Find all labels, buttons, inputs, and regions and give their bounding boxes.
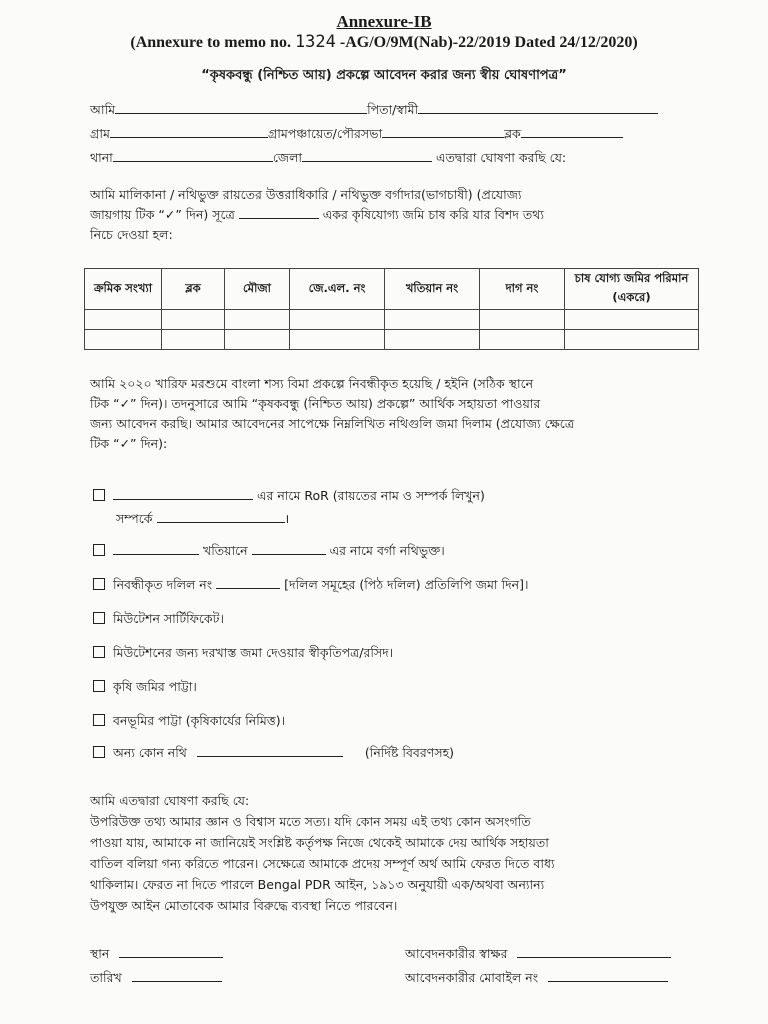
- name-field[interactable]: [115, 102, 367, 114]
- land-details-table: [84, 268, 699, 350]
- doc-item-khatian: [93, 543, 445, 563]
- block-label: ব্লক: [504, 126, 521, 141]
- insurance-line-2: টিক “✓” দিন)। তদনুসারে আমি “কৃষকবন্ধু (নিশ্চিত আয়) প্রকল্পে” আর্থিক সহায়তা পাওয়ার: [90, 396, 541, 411]
- doc-item-deed: [93, 577, 528, 597]
- table-row: [85, 330, 699, 350]
- table-cell[interactable]: [162, 310, 225, 330]
- guardian-label: পিতা/স্বামী: [367, 102, 419, 117]
- table-cell[interactable]: [225, 330, 290, 350]
- memo-number: 1324: [294, 32, 336, 52]
- ror-relation-field[interactable]: [157, 511, 285, 523]
- guardian-field[interactable]: [418, 102, 658, 114]
- village-label: গ্রাম: [90, 126, 110, 141]
- insurance-line-1: আমি ২০২০ খারিফ মরশুমে বাংলা শস্য বিমা প্রকল্পে নিবন্ধীকৃত হয়েছি / হইনি (সঠিক স্থানে: [90, 376, 534, 391]
- doc-item-ror-relation: সম্পর্কে ।: [116, 511, 290, 526]
- ror-name-field[interactable]: [113, 488, 253, 500]
- declaration-line-4: থাকিলাম। ফেরত না দিতে পারলে Bengal PDR আইন, ১৯১৩ অনুযায়ী এক/অথবা অন্যান্য: [90, 877, 545, 892]
- place-row: [90, 946, 223, 966]
- table-cell[interactable]: [480, 330, 565, 350]
- table-header-row: [85, 269, 699, 310]
- mobile-label: আবেদনকারীর মোবাইল নং: [405, 970, 539, 985]
- col-cultivable-area: চাষ যোগ্য জমির পরিমান (একরে): [565, 269, 699, 310]
- land-statement-line-2: [90, 205, 702, 225]
- doc-item-ror: [93, 488, 485, 508]
- doc-item-mutation-receipt: [93, 645, 393, 665]
- deed-note: [দলিল সমূহের (পিঠ দলিল) প্রতিলিপি জমা দিন]।: [284, 577, 529, 592]
- block-field[interactable]: [521, 126, 623, 138]
- col-serial: ক্রমিক সংখ্যা: [85, 269, 162, 310]
- ror-text: এর নামে RoR (রায়তের নাম ও সম্পর্ক লিখুন): [256, 488, 485, 503]
- identity-line-3: [90, 150, 566, 170]
- declare-text: এতদ্বারা ঘোষণা করছি যে:: [436, 150, 567, 165]
- forest-patta-checkbox[interactable]: [93, 714, 105, 726]
- ror-checkbox[interactable]: [93, 489, 105, 501]
- district-field[interactable]: [302, 150, 432, 162]
- village-field[interactable]: [110, 126, 268, 138]
- land-statement-line-2b: একর কৃষিযোগ্য জমি চাষ করি যার বিশদ তথ্য: [322, 207, 544, 222]
- mutation-receipt-text: মিউটেশনের জন্য দরখাস্ত জমা দেওয়ার স্বীকৃতিপত্র/রসিদ।: [113, 645, 394, 660]
- signature-label: আবেদনকারীর স্বাক্ষর: [405, 946, 508, 961]
- ror-relation-label: সম্পর্কে: [116, 511, 153, 526]
- doc-item-mutation-cert: [93, 611, 224, 631]
- col-mouza: মৌজা: [225, 269, 290, 310]
- declaration-line-1: উপরিউক্ত তথ্য আমার জ্ঞান ও বিশ্বাস মতে সত্য। যদি কোন সময় এই তথ্য কোন অসংগতি: [90, 814, 531, 829]
- name-label: আমি: [90, 102, 116, 117]
- table-cell[interactable]: [162, 330, 225, 350]
- insurance-line-3: জন্য আবেদন করছি। আমার আবেদনের সাপেক্ষে নিম্নলিখিত নথিগুলি জমা দিলাম (প্রযোজ্য ক্ষেত্রে: [90, 416, 575, 431]
- other-doc-label: অন্য কোন নথি: [113, 745, 187, 760]
- other-doc-field[interactable]: [197, 745, 343, 757]
- col-jl-no: জে.এল. নং: [290, 269, 385, 310]
- table-cell[interactable]: [85, 310, 162, 330]
- barga-text: এর নামে বর্গা নথিভুক্ত।: [329, 543, 445, 558]
- khatian-name-field[interactable]: [113, 543, 199, 555]
- khatian-text: খতিয়ানে: [202, 543, 248, 558]
- doc-item-agri-patta: [93, 679, 197, 699]
- declaration-intro: আমি এতদ্বারা ঘোষণা করছি যে:: [90, 793, 250, 808]
- col-block: ব্লক: [162, 269, 225, 310]
- memo-reference: [0, 32, 768, 52]
- annexure-title: Annexure-IB: [336, 12, 432, 31]
- barga-name-field[interactable]: [252, 543, 326, 555]
- insurance-line-4: টিক “✓” দিন):: [90, 436, 168, 451]
- declaration-line-5: উপযুক্ত আইন মোতাবেক আমার বিরুদ্ধে ব্যবস্থা নিতে পারবেন।: [90, 898, 398, 913]
- date-row: [90, 970, 222, 990]
- insurance-paragraph: [90, 374, 702, 454]
- deed-checkbox[interactable]: [93, 578, 105, 590]
- mutation-receipt-checkbox[interactable]: [93, 646, 105, 658]
- identity-line-1: [90, 102, 658, 122]
- table-cell[interactable]: [290, 310, 385, 330]
- land-statement-line-3: নিচে দেওয়া হল:: [90, 227, 173, 242]
- declaration-line-2: পাওয়া যায়, আমাকে না জানিয়েই সংশ্লিষ্ট কর্তৃপক্ষ নিজে থেকেই আমাকে দেয় আর্থিক সহায়তা: [90, 835, 549, 850]
- col-dag-no: দাগ নং: [480, 269, 565, 310]
- khatian-checkbox[interactable]: [93, 544, 105, 556]
- date-field[interactable]: [132, 970, 222, 982]
- table-cell[interactable]: [385, 330, 480, 350]
- table-cell[interactable]: [565, 310, 699, 330]
- panchayat-field[interactable]: [382, 126, 504, 138]
- table-cell[interactable]: [385, 310, 480, 330]
- table-cell[interactable]: [85, 330, 162, 350]
- signature-row: [405, 946, 671, 966]
- other-doc-checkbox[interactable]: [93, 746, 105, 758]
- panchayat-label: গ্রামপঞ্চায়েত/পৌরসভা: [267, 126, 383, 141]
- date-label: তারিখ: [90, 970, 122, 985]
- land-statement-line-1: আমি মালিকানা / নথিভুক্ত রায়তের উত্তরাধিকারি / নথিভুক্ত বর্গাদার(ভাগচাষী) (প্রযোজ্য: [90, 187, 522, 202]
- form-heading: “কৃষকবন্ধু (নিশ্চিত আয়) প্রকল্পে আবেদন করার জন্য স্বীয় ঘোষণাপত্র”: [201, 68, 567, 83]
- acre-field[interactable]: [239, 207, 319, 219]
- other-doc-note: (নির্দিষ্ট বিবরণসহ): [364, 745, 455, 760]
- col-khatian-no: খতিয়ান নং: [385, 269, 480, 310]
- table-cell[interactable]: [565, 330, 699, 350]
- doc-item-other: [93, 745, 454, 765]
- mutation-cert-text: মিউটেশন সার্টিফিকেট।: [113, 611, 224, 626]
- district-label: জেলা: [272, 150, 303, 165]
- doc-item-forest-patta: [93, 713, 285, 733]
- deed-number-field[interactable]: [216, 577, 280, 589]
- table-cell[interactable]: [225, 310, 290, 330]
- land-statement: [90, 185, 702, 245]
- mutation-cert-checkbox[interactable]: [93, 612, 105, 624]
- declaration-line-3: বাতিল বলিয়া গন্য করিতে পারেন। সেক্ষেত্রে আমাকে প্রদেয় সম্পূর্ণ অর্থ আমি ফেরত দিতে বাধ্য: [90, 856, 555, 871]
- declaration-block: [90, 790, 702, 916]
- place-field[interactable]: [119, 946, 223, 958]
- agri-patta-text: কৃষি জমির পাট্টা।: [113, 679, 197, 694]
- land-statement-line-2a: জায়গায় টিক “✓” দিন) সূত্রে: [90, 207, 235, 222]
- police-station-label: থানা: [90, 150, 113, 165]
- mobile-field[interactable]: [548, 970, 668, 982]
- memo-prefix: (Annexure to memo no.: [130, 34, 291, 51]
- forest-patta-text: বনভূমির পাট্টা (কৃষিকার্যের নিমিত্ত)।: [113, 713, 286, 728]
- memo-suffix: -AG/O/9M(Nab)-22/2019 Dated 24/12/2020): [339, 34, 638, 51]
- police-station-field[interactable]: [113, 150, 273, 162]
- signature-field[interactable]: [517, 946, 671, 958]
- place-label: স্থান: [90, 946, 110, 961]
- deed-label: নিবন্ধীকৃত দলিল নং: [113, 577, 213, 592]
- table-cell[interactable]: [480, 310, 565, 330]
- table-cell[interactable]: [290, 330, 385, 350]
- agri-patta-checkbox[interactable]: [93, 680, 105, 692]
- table-row: [85, 310, 699, 330]
- identity-line-2: [90, 126, 623, 146]
- mobile-row: [405, 970, 668, 990]
